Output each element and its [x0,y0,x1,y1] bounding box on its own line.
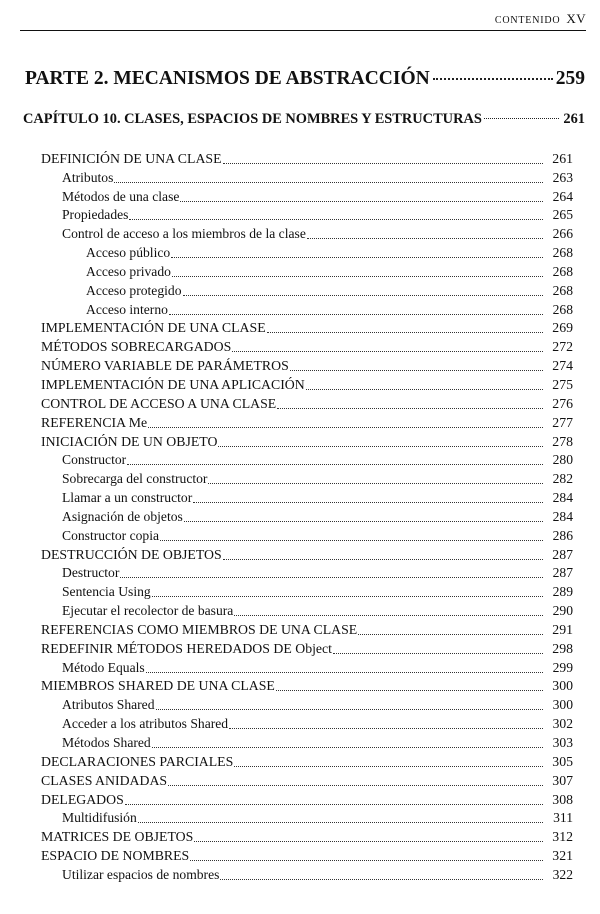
toc-entry-page: 289 [552,584,573,600]
toc-leader-dots [171,257,543,258]
toc-entry-title: DESTRUCCIÓN DE OBJETOS [41,546,222,562]
toc-entry [0,713,600,732]
toc-entry-title: NÚMERO VARIABLE DE PARÁMETROS [41,358,289,374]
toc-entry [0,299,600,318]
toc-entry [0,374,600,393]
toc-entry-page: 300 [552,678,573,694]
toc-entry [0,148,600,167]
header-rule [20,30,586,31]
chapter-page: 261 [563,111,585,127]
toc-entry [0,789,600,808]
toc-entry [0,318,600,337]
toc-entry-title: Sobrecarga del constructor [62,471,208,487]
toc-entry-title: CONTROL DE ACCESO A UNA CLASE [41,395,277,411]
toc-entry [0,619,600,638]
toc-leader-dots [234,766,543,767]
toc-entry-page: 308 [552,791,573,807]
toc-entry-title: Acceso protegido [86,282,182,298]
toc-leader-dots [138,822,543,823]
toc-leader-dots [169,314,543,315]
toc-entry-page: 280 [552,452,573,468]
toc-entry [0,431,600,450]
toc-entry-page: 287 [552,546,573,562]
toc-entry [0,525,600,544]
toc-entry-page: 276 [552,395,573,411]
toc-entry [0,205,600,224]
toc-entry-title: Sentencia Using [62,584,151,600]
toc-leader-dots [358,634,543,635]
toc-leader-dots [194,841,543,842]
toc-entry-title: Atributos [62,169,114,185]
toc-entry-page: 298 [552,640,573,656]
toc-entry-page: 268 [552,263,573,279]
toc-entry [0,186,600,205]
toc-leader-dots [120,577,543,578]
toc-entry-title: DECLARACIONES PARCIALES [41,753,234,769]
toc-entry [0,487,600,506]
toc-entry-title: Destructor [62,565,120,581]
toc-entry-page: 286 [552,527,573,543]
toc-leader-dots [307,238,543,239]
toc-entry-title: Propiedades [62,207,129,223]
toc-entry-page: 287 [552,565,573,581]
toc-entry-page: 290 [552,603,573,619]
toc-leader-dots [306,389,543,390]
toc-entry-page: 322 [552,866,573,882]
toc-entry-title: Multidifusión [62,810,137,826]
table-of-contents [0,148,600,883]
toc-entry [0,355,600,374]
toc-leader-dots [208,483,543,484]
toc-entry-page: 284 [552,490,573,506]
toc-entry-page: 303 [552,735,573,750]
toc-entry [0,450,600,469]
toc-leader-dots [152,747,543,748]
toc-entry [0,732,600,751]
toc-entry-title: Llamar a un constructor [62,490,193,506]
toc-entry [0,845,600,864]
toc-entry-page: 274 [552,358,573,374]
toc-entry-title: Métodos Shared [62,735,151,750]
toc-leader-dots [183,295,543,296]
toc-entry-title: REFERENCIAS COMO MIEMBROS DE UNA CLASE [41,621,358,637]
toc-leader-dots [218,446,543,447]
toc-entry-page: 265 [552,207,573,223]
toc-entry-page: 284 [552,508,573,524]
toc-entry-title: DEFINICIÓN DE UNA CLASE [41,150,222,166]
toc-leader-dots [267,332,543,333]
toc-leader-dots [223,559,543,560]
toc-entry-page: 302 [552,716,573,732]
toc-leader-dots [146,672,543,673]
toc-entry [0,694,600,713]
toc-entry-title: Acceder a los atributos Shared [62,716,229,732]
toc-entry [0,864,600,883]
toc-entry [0,770,600,789]
toc-entry-title: MIEMBROS SHARED DE UNA CLASE [41,678,275,694]
chapter-title: CAPÍTULO 10. CLASES, ESPACIOS DE NOMBRES Y ESTRUCTURAS [23,111,482,127]
toc-entry-page: 269 [552,320,573,336]
toc-leader-dots [229,728,543,729]
toc-entry-title: Constructor copia [62,527,160,543]
chapter-heading [23,111,585,128]
toc-leader-dots [127,464,543,465]
toc-entry-page: 321 [552,848,573,864]
toc-leader-dots [114,182,543,183]
toc-entry [0,751,600,770]
toc-entry [0,506,600,525]
toc-leader-dots [172,276,543,277]
toc-leader-dots [160,540,543,541]
toc-entry [0,468,600,487]
running-header [495,11,586,27]
toc-entry-title: MÉTODOS SOBRECARGADOS [41,339,232,355]
toc-entry [0,563,600,582]
toc-entry-title: Acceso público [86,245,171,261]
toc-leader-dots [220,879,543,880]
toc-entry-title: REDEFINIR MÉTODOS HEREDADOS DE Object [41,640,333,656]
toc-entry-page: 268 [552,245,573,261]
toc-entry-title: Acceso interno [86,301,168,317]
toc-entry [0,412,600,431]
toc-entry-page: 268 [552,282,573,298]
toc-entry-title: Atributos Shared [62,697,155,713]
toc-entry-title: Asignación de objetos [62,508,183,524]
toc-entry [0,544,600,563]
toc-entry [0,638,600,657]
toc-entry-page: 272 [552,339,573,355]
toc-leader-dots [125,804,543,805]
toc-entry-title: REFERENCIA Me [41,414,148,430]
toc-entry-title: CLASES ANIDADAS [41,772,168,788]
toc-entry-page: 268 [552,301,573,317]
toc-entry-page: 264 [552,188,573,204]
toc-entry-title: DELEGADOS [41,791,124,807]
toc-entry [0,826,600,845]
toc-leader-dots [277,408,543,409]
toc-entry-title: IMPLEMENTACIÓN DE UNA APLICACIÓN [41,376,305,392]
toc-leader-dots [156,709,543,710]
toc-entry-page: 277 [552,414,573,430]
toc-entry-page: 282 [552,471,573,487]
toc-entry [0,676,600,695]
toc-leader-dots [168,785,543,786]
toc-entry [0,393,600,412]
chapter-leader-dots [484,118,560,119]
toc-entry-page: 291 [552,621,573,637]
part-heading [25,68,585,90]
toc-entry-page: 275 [552,376,573,392]
toc-entry-page: 311 [553,810,573,826]
toc-leader-dots [148,427,543,428]
toc-leader-dots [234,615,543,616]
toc-entry-title: Utilizar espacios de nombres [62,866,220,882]
toc-entry-title: MATRICES DE OBJETOS [41,829,194,845]
toc-entry [0,657,600,676]
toc-entry-page: 278 [552,433,573,449]
toc-entry-title: Métodos de una clase [62,188,180,204]
page-number-roman: XV [566,11,586,26]
toc-entry-title: Constructor [62,452,127,468]
toc-entry [0,223,600,242]
toc-entry-page: 300 [552,697,573,713]
toc-entry-title: Método Equals [62,659,145,675]
toc-entry [0,581,600,600]
toc-entry-title: Ejecutar el recolector de basura [62,603,234,619]
toc-leader-dots [223,163,543,164]
toc-entry-title: Acceso privado [86,263,171,279]
part-title: PARTE 2. MECANISMOS DE ABSTRACCIÓN [25,68,430,89]
toc-entry-page: 263 [552,169,573,185]
toc-entry [0,167,600,186]
toc-entry-title: ESPACIO DE NOMBRES [41,848,190,864]
toc-entry-title: INICIACIÓN DE UN OBJETO [41,433,218,449]
toc-entry [0,600,600,619]
toc-entry-page: 312 [552,829,573,845]
toc-leader-dots [190,860,543,861]
part-leader-dots [433,78,553,80]
toc-entry [0,808,600,827]
part-page: 259 [555,68,585,89]
toc-leader-dots [232,351,543,352]
toc-leader-dots [152,596,543,597]
toc-entry-title: Control de acceso a los miembros de la clase [62,226,306,242]
running-header-label: CONTENIDO [494,15,561,26]
toc-leader-dots [333,653,543,654]
toc-entry-page: 299 [552,659,573,675]
toc-leader-dots [193,502,543,503]
toc-entry-page: 266 [552,226,573,242]
toc-entry-title: IMPLEMENTACIÓN DE UNA CLASE [41,320,266,336]
toc-leader-dots [276,690,543,691]
toc-entry [0,280,600,299]
toc-entry [0,336,600,355]
toc-entry-page: 307 [552,772,573,788]
toc-leader-dots [184,521,543,522]
toc-leader-dots [129,219,543,220]
toc-entry [0,242,600,261]
toc-leader-dots [180,201,543,202]
toc-entry [0,261,600,280]
toc-leader-dots [290,370,543,371]
toc-entry-page: 261 [552,150,573,166]
toc-entry-page: 305 [552,753,573,769]
